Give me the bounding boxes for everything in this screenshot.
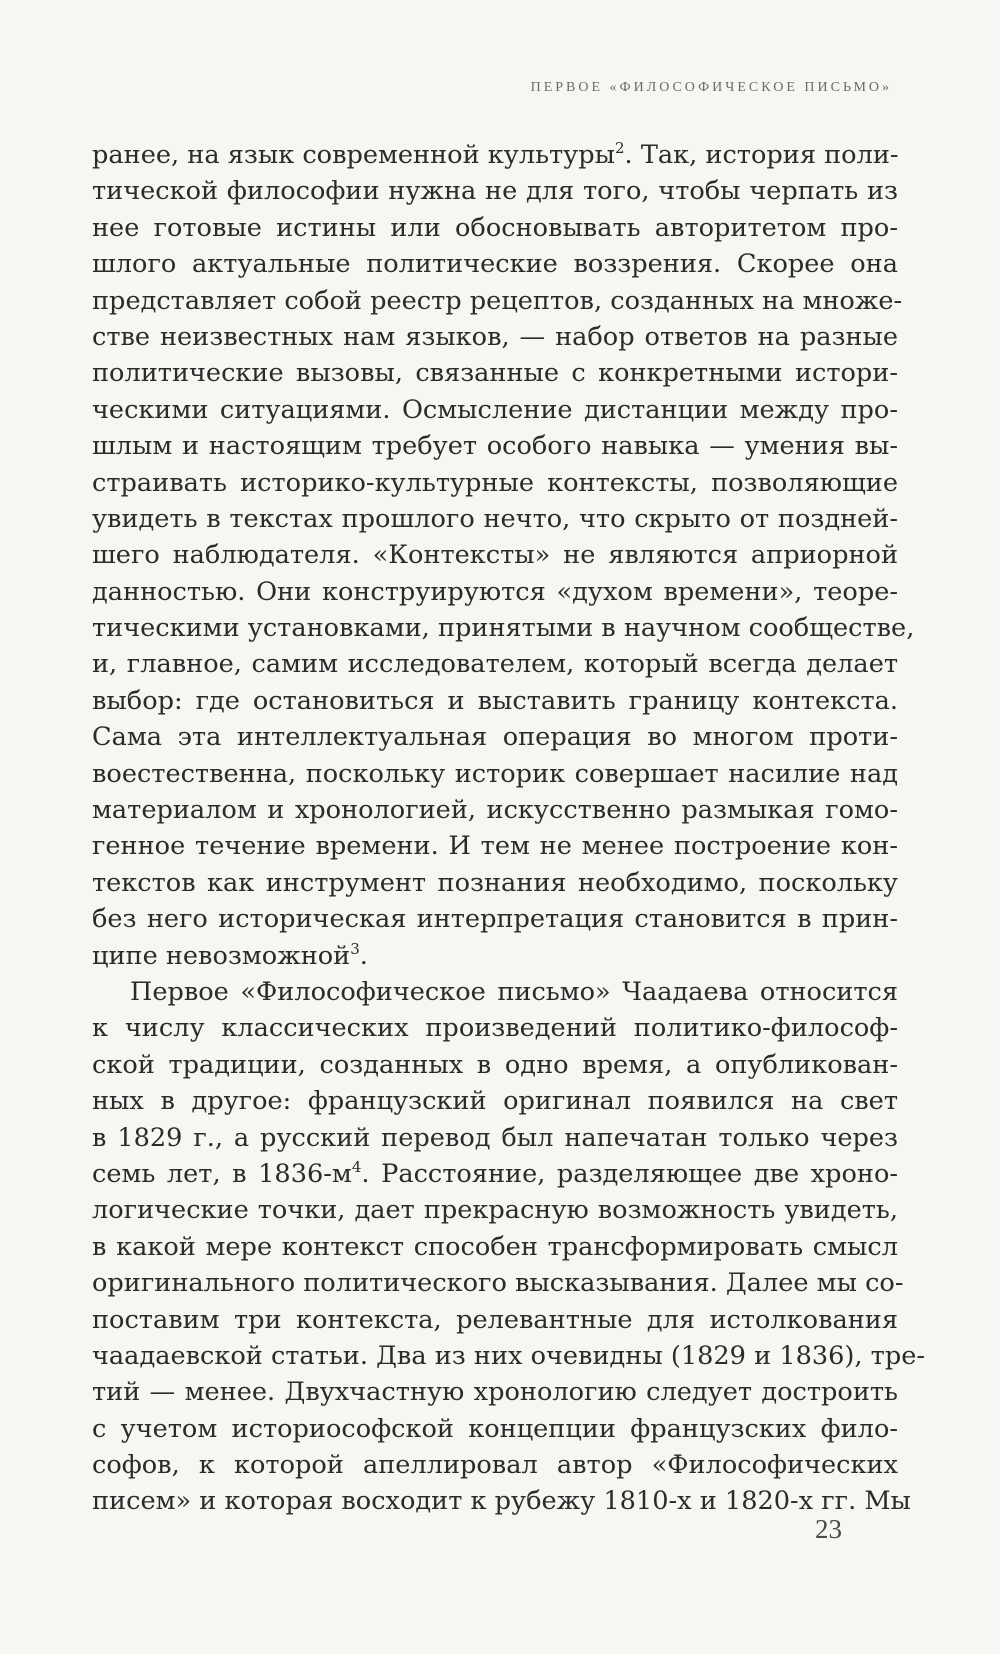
line-text: оригинального политического высказывания. Далее мы со- — [92, 1268, 904, 1299]
line-text: страивать историко-культурные контексты, позволяющие — [92, 467, 898, 498]
text-line — [92, 501, 898, 537]
line-text: тическими установками, принятыми в научном сообществе, — [92, 613, 915, 644]
paragraph — [92, 974, 926, 1520]
text-line — [92, 1192, 898, 1228]
text-line — [92, 792, 898, 828]
line-text: без него историческая интерпретация становится в прин- — [92, 904, 898, 935]
line-text: семь лет, в 1836-м — [92, 1158, 352, 1189]
footnote-marker[interactable]: 4 — [351, 1157, 362, 1176]
text-line — [92, 1338, 926, 1374]
text-line — [92, 1156, 898, 1192]
text-line — [92, 683, 898, 719]
line-text: ческими ситуациями. Осмысление дистанции между про- — [92, 394, 898, 425]
line-text: логические точки, дает прекрасную возможность увидеть, — [92, 1195, 898, 1226]
line-text: тий — менее. Двухчастную хронологию следует достроить — [92, 1377, 898, 1408]
line-text: данностью. Они конструируются «духом времени», теоре- — [92, 576, 898, 607]
text-line — [92, 137, 898, 173]
text-line — [92, 756, 898, 792]
line-text: увидеть в текстах прошлого нечто, что скрыто от поздней- — [92, 503, 898, 534]
line-text: генное течение времени. И тем не менее построение кон- — [92, 831, 898, 862]
body-text — [92, 137, 926, 1520]
line-text: воестественна, поскольку историк совершает насилие над — [92, 758, 898, 789]
text-line — [92, 1229, 898, 1265]
text-line — [92, 610, 915, 646]
text-line — [92, 355, 898, 391]
text-line — [92, 1083, 898, 1119]
text-line — [92, 938, 898, 974]
text-line — [92, 465, 898, 501]
text-line — [92, 283, 903, 319]
text-line — [92, 865, 898, 901]
text-line — [92, 828, 898, 864]
line-text-after: . — [359, 940, 368, 971]
line-text: политические вызовы, связанные с конкретными истори- — [92, 358, 898, 389]
line-text: ципе невозможной — [92, 940, 351, 971]
text-line — [92, 1265, 904, 1301]
line-text: софов, к которой апеллировал автор «Философических — [92, 1450, 898, 1481]
running-head: ПЕРВОЕ «ФИЛОСОФИЧЕСКОЕ ПИСЬМО» — [530, 80, 892, 95]
footnote-marker[interactable]: 2 — [615, 139, 625, 157]
line-text: к числу классических произведений политико-философ- — [92, 1013, 898, 1044]
text-line — [92, 1302, 898, 1338]
text-line — [92, 1010, 898, 1046]
line-text-after: . Так, история поли- — [624, 140, 899, 170]
line-text: поставим три контекста, релевантные для истолкования — [92, 1304, 898, 1335]
line-text: писем» и которая восходит к рубежу 1810-х и 1820-х гг. Мы — [92, 1486, 911, 1517]
line-text: ранее, на язык современной культуры — [92, 140, 615, 170]
footnote-marker[interactable]: 3 — [350, 939, 360, 958]
line-text: материалом и хронологией, искусственно размыкая гомо- — [92, 795, 898, 826]
text-line — [92, 574, 898, 610]
text-line — [92, 1047, 898, 1083]
line-text: тической философии нужна не для того, чтобы черпать из — [92, 176, 898, 207]
line-text: представляет собой реестр рецептов, созданных на множе- — [92, 285, 903, 316]
line-text: Сама эта интеллектуальная операция во многом проти- — [92, 722, 898, 753]
text-line — [92, 719, 898, 755]
text-line — [92, 646, 898, 682]
line-text: шлым и настоящим требует особого навыка — умения вы- — [92, 431, 898, 462]
text-line — [92, 1447, 898, 1483]
text-line — [92, 246, 898, 282]
text-line — [92, 392, 898, 428]
page-number: 23 — [815, 1514, 842, 1544]
line-text: ных в другое: французский оригинал появился на свет — [92, 1086, 898, 1117]
line-text: шего наблюдателя. «Контексты» не являются априорной — [92, 540, 898, 571]
line-text: выбор: где остановиться и выставить границу контекста. — [92, 685, 898, 716]
text-line — [92, 537, 898, 573]
text-line — [92, 1411, 898, 1447]
text-line — [92, 1374, 898, 1410]
text-line — [92, 1483, 911, 1519]
line-text: в 1829 г., а русский перевод был напечатан только через — [92, 1122, 898, 1153]
text-line — [92, 319, 898, 355]
line-text: в какой мере контекст способен трансформировать смысл — [92, 1231, 898, 1262]
line-text: чаадаевской статьи. Два из них очевидны (1829 и 1836), тре- — [92, 1340, 926, 1371]
paragraph — [92, 137, 915, 974]
line-text: нее готовые истины или обосновывать авторитетом про- — [92, 212, 898, 243]
text-line — [92, 974, 898, 1010]
text-line — [92, 173, 898, 209]
line-text: текстов как инструмент познания необходимо, поскольку — [92, 867, 898, 898]
line-text: с учетом историософской концепции французских фило- — [92, 1413, 898, 1444]
line-text: Первое «Философическое письмо» Чаадаева относится — [130, 976, 898, 1007]
line-text-after: . Расстояние, разделяющее две хроно- — [361, 1158, 899, 1189]
text-line — [92, 901, 898, 937]
line-text: и, главное, самим исследователем, который всегда делает — [92, 649, 898, 680]
line-text: стве неизвестных нам языков, — набор ответов на разные — [92, 321, 898, 352]
line-text: ской традиции, созданных в одно время, а опубликован- — [92, 1049, 898, 1080]
text-line — [92, 210, 898, 246]
text-line — [92, 428, 898, 464]
line-text: шлого актуальные политические воззрения. Скорее она — [92, 249, 898, 280]
text-line — [92, 1120, 898, 1156]
